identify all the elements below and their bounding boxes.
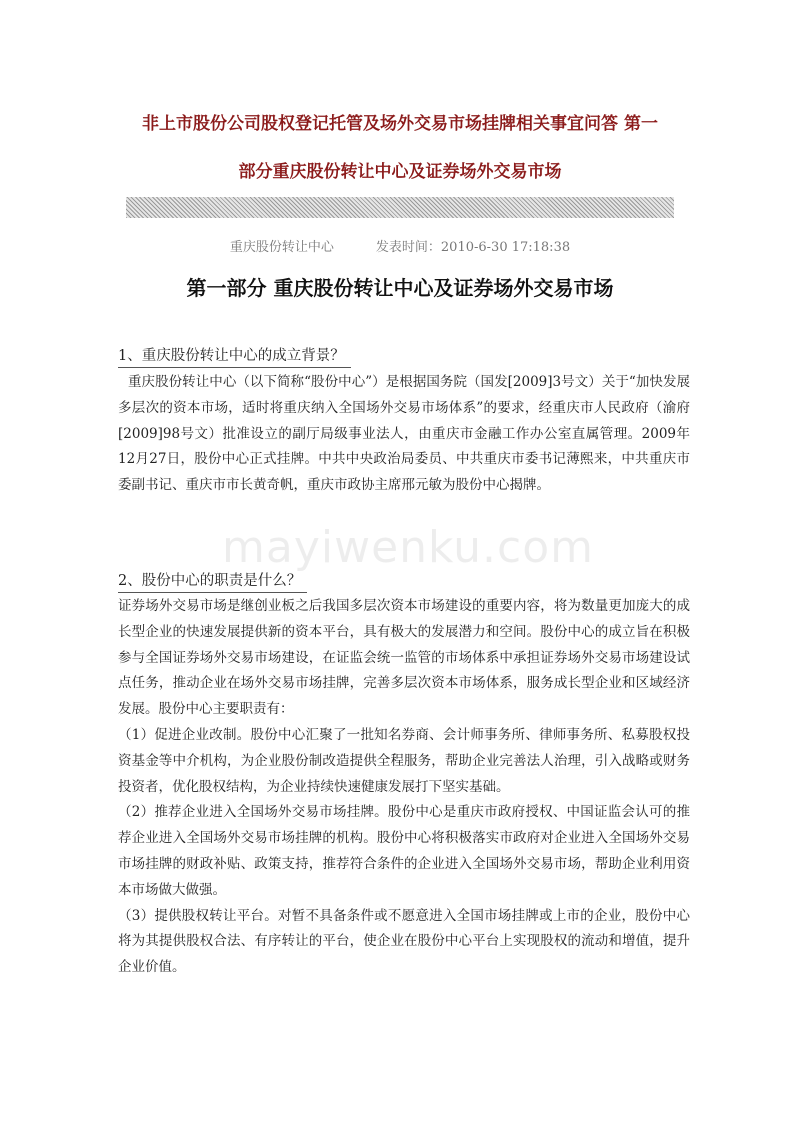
title-line-2: 部分重庆股份转让中心及证券场外交易市场 [238, 162, 562, 182]
title-line-1: 非上市股份公司股权登记托管及场外交易市场挂牌相关事宜问答 第一 [142, 114, 658, 134]
hatched-divider [126, 197, 674, 218]
question-2-answer [118, 594, 690, 981]
publish-time: 发表时间：2010-6-30 17:18:38 [375, 240, 571, 255]
source-label: 重庆股份转让中心 [229, 240, 334, 255]
question-1-answer: 重庆股份转让中心（以下简称“股份中心”）是根据国务院（国发[2009]3号文）关于“加快发展多层次的资本市场，适时将重庆纳入全国场外交易市场体系”的要求，经重庆市人民政府（渝府[2009]98号文）批准设立的副厅局级事业法人，由重庆市金融工作办公室直属管理。2009年12月27日，股份中心正式挂牌。中共中央政治局委员、中共重庆市委书记薄熙来，中共重庆市委副书记、重庆市市长黄奇帆，重庆市政协主席邢元敏为股份中心揭牌。 [118, 374, 690, 494]
article-meta [0, 236, 800, 255]
duty-item-1: （1）促进企业改制。股份中心汇聚了一批知名券商、会计师事务所、律师事务所、私募股权投资基金等中介机构，为企业股份制改造提供全程服务，帮助企业完善法人治理，引入战略或财务投资者，优化股权结构，为企业持续快速健康发展打下坚实基础。 [118, 726, 690, 795]
question-2-heading: 2、股份中心的职责是什么？ [118, 569, 307, 593]
document-title [110, 100, 690, 196]
question-1-heading: 1、重庆股份转让中心的成立背景？ [118, 344, 351, 368]
duty-item-3: （3）提供股权转让平台。对暂不具备条件或不愿意进入全国市场挂牌或上市的企业，股份中心将为其提供股权合法、有序转让的平台，使企业在股份中心平台上实现股权的流动和增值，提升企业价值。 [118, 907, 690, 976]
question-2-intro: 证券场外交易市场是继创业板之后我国多层次资本市场建设的重要内容，将为数量更加庞大的成长型企业的快速发展提供新的资本平台，具有极大的发展潜力和空间。股份中心的成立旨在积极参与全国证券场外交易市场建设，在证监会统一监管的市场体系中承担证券场外交易市场建设试点任务，推动企业在场外交易市场挂牌，完善多层次资本市场体系，服务成长型企业和区域经济发展。股份中心主要职责有： [118, 598, 690, 718]
watermark: mayiwenku.com [222, 522, 595, 573]
section-heading: 第一部分 重庆股份转让中心及证券场外交易市场 [186, 276, 614, 300]
duty-item-2: （2）推荐企业进入全国场外交易市场挂牌。股份中心是重庆市政府授权、中国证监会认可的推荐企业进入全国场外交易市场挂牌的机构。股份中心将积极落实市政府对企业进入全国场外交易市场挂牌的财政补贴、政策支持，推荐符合条件的企业进入全国场外交易市场，帮助企业利用资本市场做大做强。 [118, 804, 690, 898]
